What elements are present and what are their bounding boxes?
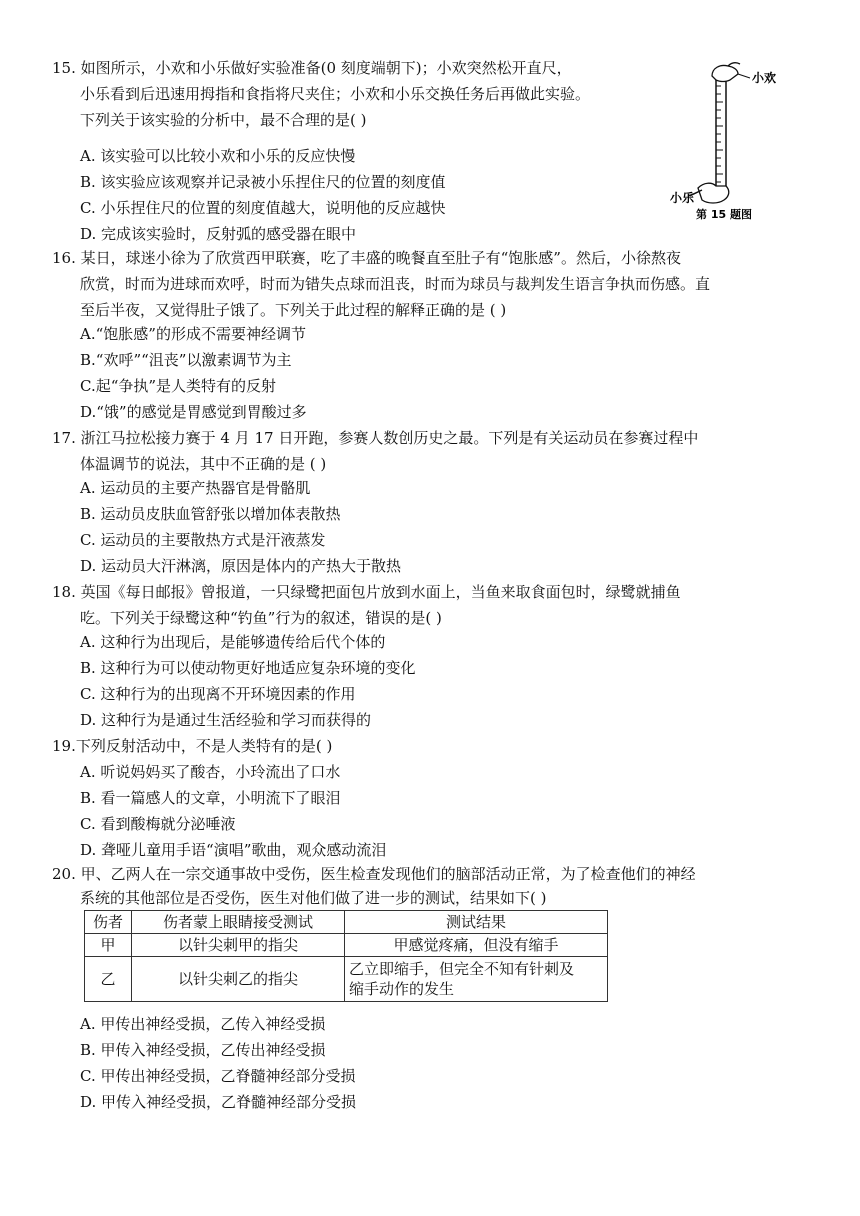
ruler-drop-illustration bbox=[668, 56, 788, 226]
table-header-result: 测试结果 bbox=[345, 911, 608, 934]
q17-stem-line1: 17. 浙江马拉松接力赛于 4 月 17 日开跑，参赛人数创历史之最。下列是有关运动员在参赛过程中 bbox=[52, 429, 699, 447]
q15-stem-line1: 15. 如图所示，小欢和小乐做好实验准备(0 刻度端朝下)；小欢突然松开直尺， bbox=[52, 59, 572, 77]
q17-option-b: B. 运动员皮肤血管舒张以增加体表散热 bbox=[80, 505, 341, 523]
table-cell-name: 甲 bbox=[85, 934, 132, 957]
q20-option-c: C. 甲传出神经受损，乙脊髓神经部分受损 bbox=[80, 1067, 356, 1085]
q20-option-a: A. 甲传出神经受损，乙传入神经受损 bbox=[80, 1015, 326, 1033]
table-cell-test: 以针尖刺甲的指尖 bbox=[132, 934, 345, 957]
table-cell-name: 乙 bbox=[85, 957, 132, 1002]
q16-stem-line3: 至后半夜，又觉得肚子饿了。下列关于此过程的解释正确的是 ( ) bbox=[80, 301, 507, 319]
table-header-test: 伤者蒙上眼睛接受测试 bbox=[132, 911, 345, 934]
table-row bbox=[85, 934, 608, 957]
q17-option-a: A. 运动员的主要产热器官是骨骼肌 bbox=[80, 479, 311, 497]
q18-stem-line1: 18. 英国《每日邮报》曾报道，一只绿鹭把面包片放到水面上，当鱼来取食面包时，绿鹭就捕鱼 bbox=[52, 583, 681, 601]
q18-stem-line2: 吃。下列关于绿鹭这种“钓鱼”行为的叙述，错误的是( ) bbox=[80, 609, 442, 627]
q19-option-d: D. 聋哑儿童用手语“演唱”歌曲，观众感动流泪 bbox=[80, 841, 387, 859]
table-row bbox=[85, 957, 608, 1002]
figure-label-xiaohuan: 小欢 bbox=[752, 71, 777, 85]
q20-stem-line1: 20. 甲、乙两人在一宗交通事故中受伤，医生检查发现他们的脑部活动正常，为了检查他们的神经 bbox=[52, 865, 696, 883]
figure-label-xiaole: 小乐 bbox=[670, 191, 695, 205]
table-header-injured: 伤者 bbox=[85, 911, 132, 934]
q15-stem-line2: 小乐看到后迅速用拇指和食指将尺夹住；小欢和小乐交换任务后再做此实验。 bbox=[80, 85, 591, 103]
q19-stem: 19.下列反射活动中，不是人类特有的是( ) bbox=[52, 737, 333, 755]
table-cell-result: 甲感觉疼痛，但没有缩手 bbox=[345, 934, 608, 957]
q15-stem-line3: 下列关于该实验的分析中，最不合理的是( ) bbox=[80, 111, 367, 129]
q19-option-c: C. 看到酸梅就分泌唾液 bbox=[80, 815, 236, 833]
q20-option-b: B. 甲传入神经受损，乙传出神经受损 bbox=[80, 1041, 326, 1059]
q15-option-b: B. 该实验应该观察并记录被小乐捏住尺的位置的刻度值 bbox=[80, 173, 446, 191]
q16-option-b: B.“欢呼”“沮丧”以激素调节为主 bbox=[80, 351, 292, 369]
q16-stem-line1: 16. 某日，球迷小徐为了欣赏西甲联赛，吃了丰盛的晚餐直至肚子有“饱胀感”。然后，小徐熬夜 bbox=[52, 249, 681, 267]
q19-option-b: B. 看一篇感人的文章，小明流下了眼泪 bbox=[80, 789, 341, 807]
table-cell-result bbox=[345, 957, 608, 1002]
q17-option-d: D. 运动员大汗淋漓，原因是体内的产热大于散热 bbox=[80, 557, 402, 575]
q18-option-c: C. 这种行为的出现离不开环境因素的作用 bbox=[80, 685, 356, 703]
table-cell-test: 以针尖刺乙的指尖 bbox=[132, 957, 345, 1002]
q15-option-c: C. 小乐捏住尺的位置的刻度值越大，说明他的反应越快 bbox=[80, 199, 446, 217]
table-cell-result-line1: 乙立即缩手，但完全不知有针刺及 bbox=[349, 960, 575, 978]
q15-option-a: A. 该实验可以比较小欢和小乐的反应快慢 bbox=[80, 147, 356, 165]
q20-stem-line2: 系统的其他部位是否受伤，医生对他们做了进一步的测试，结果如下( ) bbox=[80, 889, 547, 907]
q16-option-c: C.起“争执”是人类特有的反射 bbox=[80, 377, 277, 395]
q19-option-a: A. 听说妈妈买了酸杏，小玲流出了口水 bbox=[80, 763, 341, 781]
q17-option-c: C. 运动员的主要散热方式是汗液蒸发 bbox=[80, 531, 326, 549]
q18-option-d: D. 这种行为是通过生活经验和学习而获得的 bbox=[80, 711, 372, 729]
q17-stem-line2: 体温调节的说法，其中不正确的是 ( ) bbox=[80, 455, 327, 473]
q20-option-d: D. 甲传入神经受损，乙脊髓神经部分受损 bbox=[80, 1093, 357, 1111]
test-results-table bbox=[84, 910, 608, 1002]
table-cell-result-line2: 缩手动作的发生 bbox=[349, 980, 455, 998]
q16-option-d: D.“饿”的感觉是胃感觉到胃酸过多 bbox=[80, 403, 307, 421]
figure-caption: 第 15 题图 bbox=[696, 208, 752, 221]
q18-option-a: A. 这种行为出现后，是能够遗传给后代个体的 bbox=[80, 633, 386, 651]
q15-option-d: D. 完成该实验时，反射弧的感受器在眼中 bbox=[80, 225, 357, 243]
table-header-row bbox=[85, 911, 608, 934]
q16-stem-line2: 欣赏，时而为进球而欢呼，时而为错失点球而沮丧，时而为球员与裁判发生语言争执而伤感。直 bbox=[80, 275, 711, 293]
ruler-experiment-figure bbox=[668, 56, 788, 226]
q16-option-a: A.“饱胀感”的形成不需要神经调节 bbox=[80, 325, 306, 343]
q18-option-b: B. 这种行为可以使动物更好地适应复杂环境的变化 bbox=[80, 659, 416, 677]
